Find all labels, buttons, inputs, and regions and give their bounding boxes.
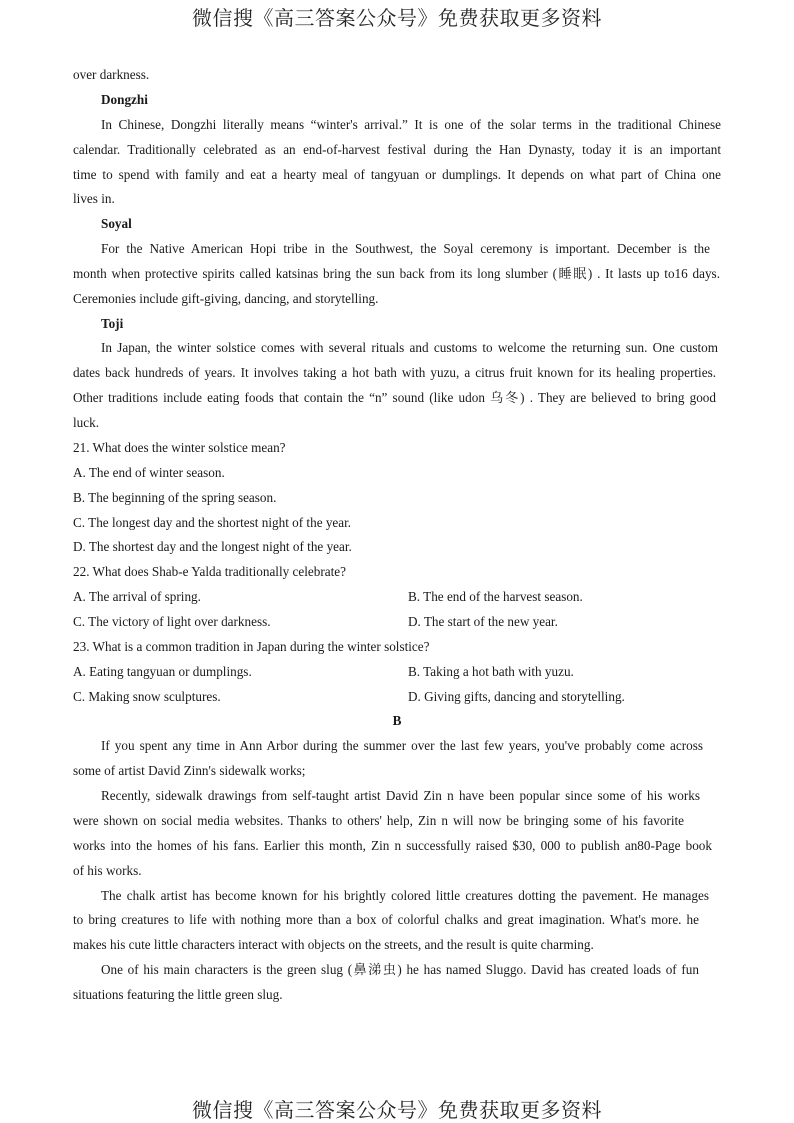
paragraph-line: In Chinese, Dongzhi literally means “winter's arrival.” It is one of the solar terms in the traditional Chinese bbox=[101, 117, 721, 132]
section-heading-soyal: Soyal bbox=[101, 216, 132, 231]
paragraph-line: The chalk artist has become known for his brightly colored little creatures dotting the pavement. He manages bbox=[101, 888, 709, 903]
section-label-b: B bbox=[392, 713, 402, 728]
option-b: B. The beginning of the spring season. bbox=[73, 490, 277, 505]
option-d: D. Giving gifts, dancing and storytelling. bbox=[408, 689, 625, 704]
option-c: C. The victory of light over darkness. bbox=[73, 614, 271, 629]
option-d: D. The shortest day and the longest night of the year. bbox=[73, 539, 352, 554]
header-watermark-banner: 微信搜《高三答案公众号》免费获取更多资料 bbox=[192, 6, 602, 30]
paragraph-line: In Japan, the winter solstice comes with several rituals and customs to welcome the returning sun. One custom bbox=[101, 340, 718, 355]
paragraph-line: lives in. bbox=[73, 191, 115, 206]
paragraph-line: For the Native American Hopi tribe in the Southwest, the Soyal ceremony is important. December is the bbox=[101, 241, 710, 256]
paragraph-line: One of his main characters is the green slug (鼻涕虫) he has named Sluggo. David has created loads of fun bbox=[101, 962, 699, 977]
paragraph-line: luck. bbox=[73, 415, 100, 430]
paragraph-line: were shown on social media websites. Thanks to others' help, Zin n will now be bringing some of his favorite bbox=[73, 813, 684, 828]
paragraph-line: month when protective spirits called katsinas bring the sun back from its long slumber (睡眠) . It lasts up to16 days. bbox=[73, 266, 720, 281]
paragraph-line: Recently, sidewalk drawings from self-taught artist David Zin n have been popular since some of his works bbox=[101, 788, 700, 803]
paragraph-line: time to spend with family and eat a hearty meal of tangyuan or dumplings. It depends on what part of China one bbox=[73, 167, 721, 182]
paragraph-line: to bring creatures to life with nothing more than a box of colorful chalks and great imagination. What's more. he bbox=[73, 912, 699, 927]
option-d: D. The start of the new year. bbox=[408, 614, 558, 629]
paragraph-line: some of artist David Zinn's sidewalk works; bbox=[73, 763, 306, 778]
question-stem: 23. What is a common tradition in Japan during the winter solstice? bbox=[73, 639, 430, 654]
option-b: B. The end of the harvest season. bbox=[408, 589, 583, 604]
footer-watermark-banner: 微信搜《高三答案公众号》免费获取更多资料 bbox=[192, 1098, 602, 1122]
option-a: A. The arrival of spring. bbox=[73, 589, 201, 604]
paragraph-line: calendar. Traditionally celebrated as an end-of-harvest festival during the Han Dynasty, today it is an important bbox=[73, 142, 721, 157]
paragraph-line: If you spent any time in Ann Arbor during the summer over the last few years, you've probably come across bbox=[101, 738, 703, 753]
section-heading-dongzhi: Dongzhi bbox=[101, 92, 148, 107]
option-a: A. The end of winter season. bbox=[73, 465, 225, 480]
paragraph-line: makes his cute little characters interact with objects on the streets, and the result is quite charming. bbox=[73, 937, 594, 952]
option-b: B. Taking a hot bath with yuzu. bbox=[408, 664, 574, 679]
paragraph-line: Ceremonies include gift-giving, dancing, and storytelling. bbox=[73, 291, 379, 306]
option-c: C. The longest day and the shortest night of the year. bbox=[73, 515, 352, 530]
paragraph-line: works into the homes of his fans. Earlier this month, Zin n successfully raised $30, 000 to publish an80-Page book bbox=[73, 838, 712, 853]
question-stem: 22. What does Shab-e Yalda traditionally celebrate? bbox=[73, 564, 346, 579]
option-c: C. Making snow sculptures. bbox=[73, 689, 221, 704]
option-a: A. Eating tangyuan or dumplings. bbox=[73, 664, 252, 679]
intro-tail: over darkness. bbox=[73, 67, 150, 82]
paragraph-line: Other traditions include eating foods that contain the “n” sound (like udon 乌冬) . They are believed to bring good bbox=[73, 390, 716, 405]
paragraph-line: of his works. bbox=[73, 863, 142, 878]
question-stem: 21. What does the winter solstice mean? bbox=[73, 440, 286, 455]
paragraph-line: situations featuring the little green slug. bbox=[73, 987, 283, 1002]
paragraph-line: dates back hundreds of years. It involves taking a hot bath with yuzu, a citrus fruit known for its healing properties. bbox=[73, 365, 716, 380]
section-heading-toji: Toji bbox=[101, 316, 124, 331]
